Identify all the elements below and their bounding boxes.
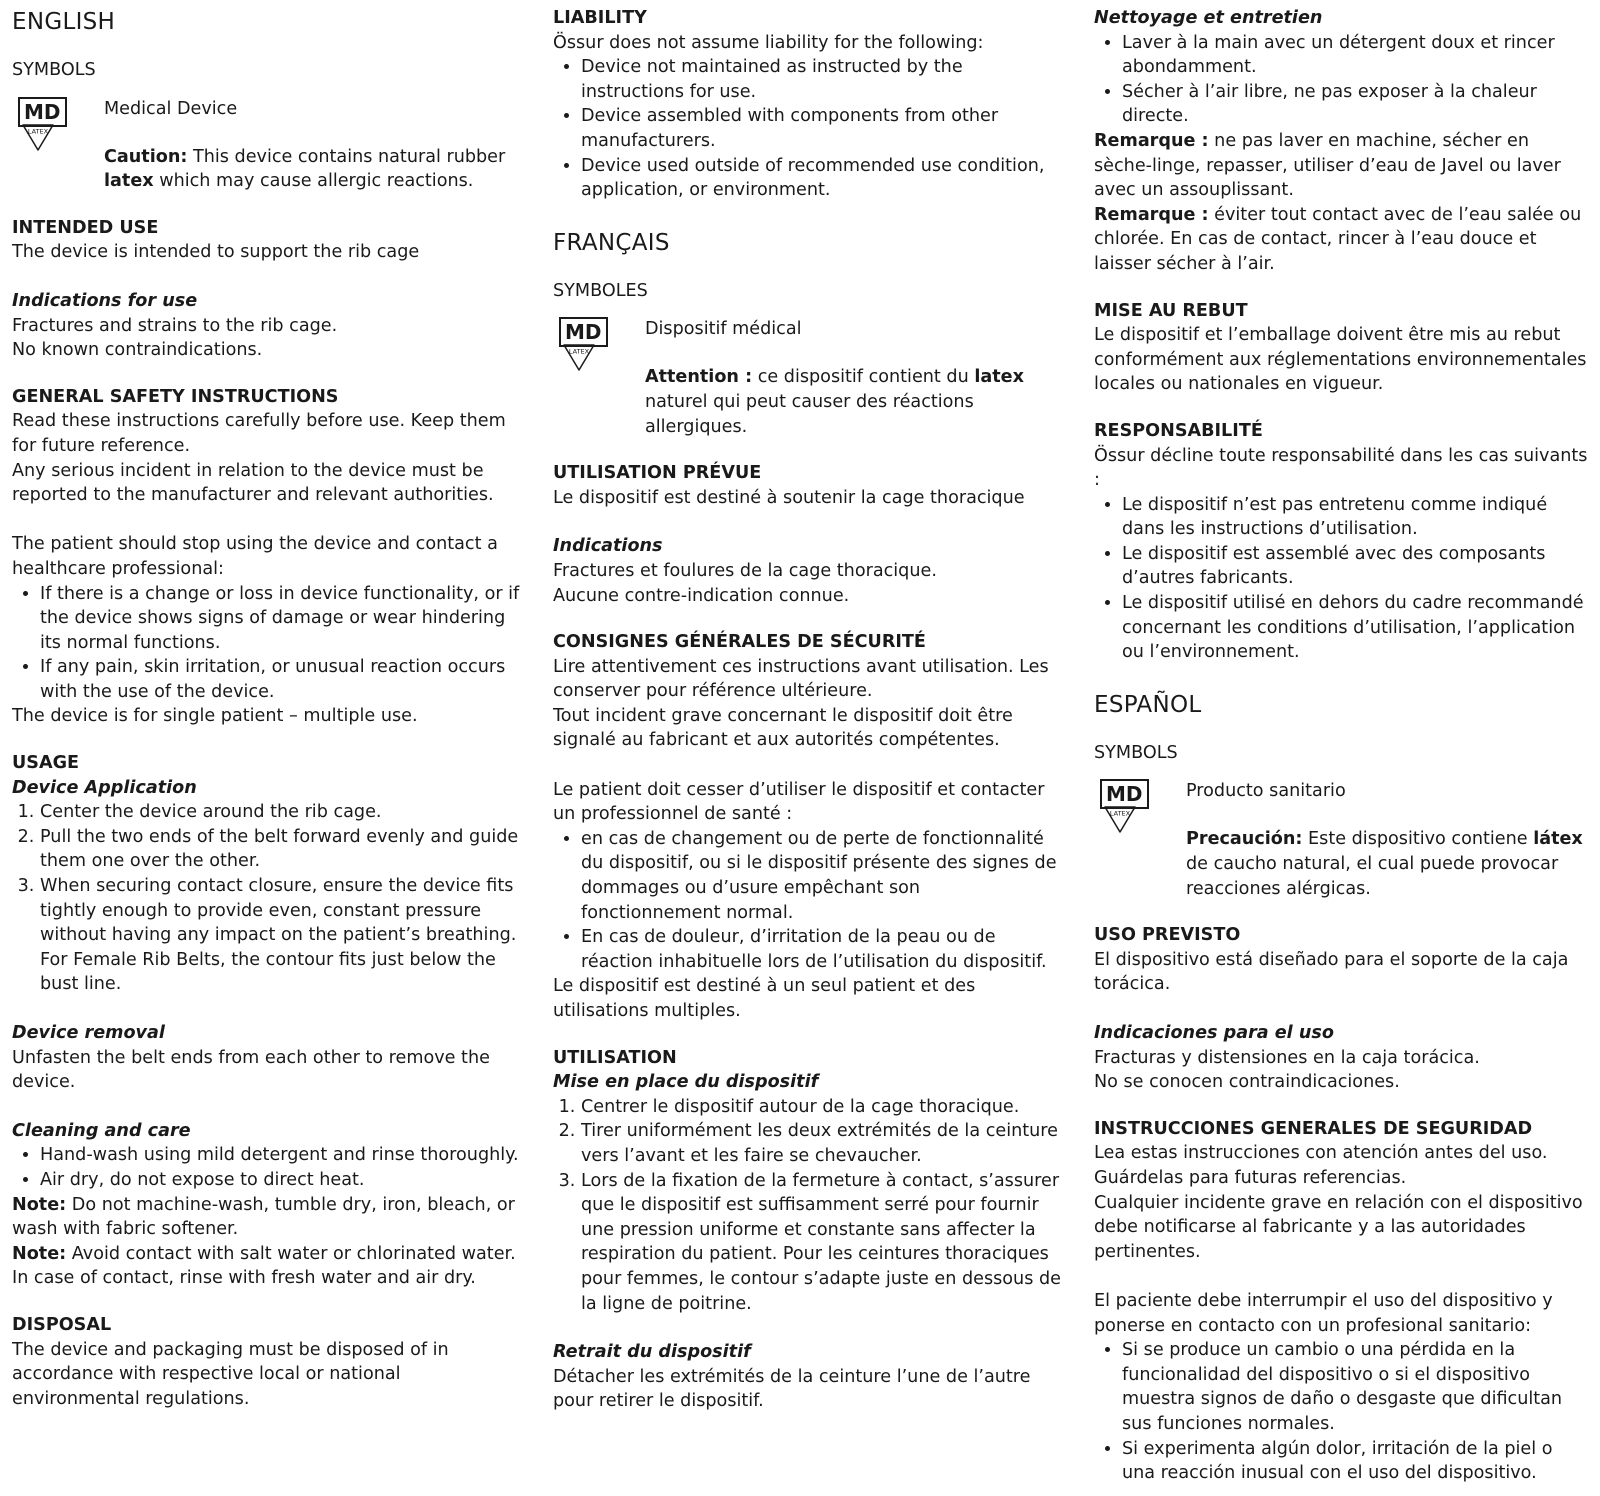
heading-application: Device Application [12, 777, 197, 798]
list-item: • Le dispositif n’est pas entretenu comme indiqué dans les instructions d’utilisation. [1122, 493, 1590, 542]
latex-icon-text: LATEX [27, 127, 49, 136]
heading-removal: Device removal [12, 1023, 165, 1043]
heading-safety: GENERAL SAFETY INSTRUCTIONS [12, 386, 339, 407]
md-icon: MD [18, 97, 67, 127]
list-item: • Device assembled with components from other manufacturers. [581, 104, 1063, 153]
list-item: • If there is a change or loss in device functionality, or if the device shows signs of damage or wear hindering its normal functions. [40, 582, 522, 656]
safety-list [1094, 1338, 1590, 1486]
list-item: • en cas de changement ou de perte de fonctionnalité du dispositif, ou si le dispositif présente des signes de dommages ou d’usure empêchant son fonctionnement normal. [581, 827, 1063, 925]
heading-disposal: DISPOSAL [12, 1314, 112, 1335]
heading-intended-use: INTENDED USE [12, 217, 159, 238]
heading-safety: CONSIGNES GÉNÉRALES DE SÉCURITÉ [553, 632, 926, 653]
language-title-spanish: ESPAÑOL [1094, 691, 1202, 718]
symbol-row-md [1094, 779, 1590, 809]
list-item: 3. Lors de la fixation de la fermeture à contact, s’assurer que le dispositif est suffisamment serré pour fournir une pression uniforme et constante sans affecter la respiration du patient. Pour les ceintures thoraciques pour femmes, le contour s’adapte juste en dessous de la ligne de poitrine. [581, 1169, 1063, 1317]
symbol-label-md: Dispositif médical [645, 319, 802, 340]
note: Note: Do not machine-wash, tumble dry, iron, bleach, or wash with fabric softener. [12, 1194, 515, 1240]
section-disposal: DISPOSAL The device and packaging must be disposed of in accordance with respective local or national environmental regulations. [12, 1313, 522, 1411]
list-item: • Le dispositif utilisé en dehors du cadre recommandé concernant les conditions d’utilisation, l’application ou l’environnement. [1122, 591, 1590, 665]
heading-cleaning: Cleaning and care [12, 1120, 191, 1141]
symbol-label-latex: Caution: This device contains natural rubber latex which may cause allergic reactions. [104, 146, 506, 192]
symbol-row-latex [12, 127, 522, 194]
section-safety: CONSIGNES GÉNÉRALES DE SÉCURITÉ Lire attentivement ces instructions avant utilisation. Les conserver pour référence ultérieure. Tout incident grave concernant le dispositif doit être signalé au fabricant et aux autorités compétentes. Le patient doit cesser d’utiliser le dispositif et contacter un professionnel de santé : • en cas de changement ou de perte de fonctionnalité du dispositif, ou si le dispositif présente des signes de dommages ou d’usure empêchant son fonctionnement normal. • En cas de douleur, d’irritation de la peau ou de réaction inhabituelle lors de l’utilisation du dispositif. Le dispositif est destiné à un seul patient et des utilisations multiples. [553, 630, 1063, 1024]
section-intended-use: UTILISATION PRÉVUE Le dispositif est destiné à soutenir la cage thoracique [553, 461, 1063, 510]
list-item: • Si experimenta algún dolor, irritación de la piel o una reacción inusual con el uso del dispositivo. [1122, 1437, 1590, 1486]
caution-label: Attention : [645, 367, 753, 388]
symbol-row-md [553, 317, 1063, 347]
latex-icon [561, 341, 597, 373]
symbols-title: SYMBOLS [12, 60, 96, 80]
heading-intended-use: UTILISATION PRÉVUE [553, 463, 762, 484]
symbol-row-latex [553, 347, 1063, 439]
latex-icon-text: LATEX [568, 347, 590, 356]
list-item: • If any pain, skin irritation, or unusual reaction occurs with the use of the device. [40, 655, 522, 704]
symbol-label-md: Producto sanitario [1186, 781, 1346, 802]
section-safety: GENERAL SAFETY INSTRUCTIONS Read these instructions carefully before use. Keep them for future reference. Any serious incident in relation to the device must be reported to the manufacturer and relevant authorities. The patient should stop using the device and contact a healthcare professional: • If there is a change or loss in device functionality, or if the device shows signs of damage or wear hindering its normal functions. • If any pain, skin irritation, or unusual reaction occurs with the use of the device. The device is for single patient – multiple use. [12, 385, 522, 729]
list-item: • Hand-wash using mild detergent and rinse thoroughly. [40, 1143, 522, 1168]
section-safety: INSTRUCCIONES GENERALES DE SEGURIDAD Lea estas instrucciones con atención antes del uso. Guárdelas para futuras referencias. Cualquier incidente grave en relación con el dispositivo debe notificarse al fabricante y a las autoridades pertinentes. El paciente debe interrumpir el uso del dispositivo y ponerse en contacto con un profesional sanitario: • Si se produce un cambio o una pérdida en la funcionalidad del dispositivo o si el dispositivo muestra signos de daño o desgaste que dificultan sus funciones normales. • Si experimenta algún dolor, irritación de la piel o una reacción inusual con el uso del dispositivo. [1094, 1117, 1590, 1486]
heading-indications: Indications for use [12, 290, 198, 311]
list-item: 2. Pull the two ends of the belt forward evenly and guide them one over the other. [40, 825, 522, 874]
list-item: • En cas de douleur, d’irritation de la peau ou de réaction inhabituelle lors de l’utilisation du dispositif. [581, 925, 1063, 974]
symbol-row-latex [1094, 809, 1590, 901]
list-item: 1. Centrer le dispositif autour de la cage thoracique. [581, 1095, 1063, 1120]
section-usage [553, 1046, 1063, 1317]
section-intended-use: INTENDED USE The device is intended to support the rib cage [12, 216, 522, 265]
latex-icon-text: LATEX [1109, 809, 1131, 818]
heading-usage: USAGE [12, 753, 80, 774]
heading-removal: Retrait du dispositif [553, 1342, 751, 1363]
application-steps [553, 1095, 1063, 1316]
heading-disposal: MISE AU REBUT [1094, 300, 1248, 321]
list-item: 2. Tirer uniformément les deux extrémités de la ceinture vers l’avant et les faire se chevaucher. [581, 1119, 1063, 1168]
note: Note: Avoid contact with salt water or chlorinated water. In case of contact, rinse with fresh water and air dry. [12, 1243, 516, 1289]
caution-label: Caution: [104, 146, 188, 167]
latex-icon [20, 121, 56, 153]
heading-usage: UTILISATION [553, 1047, 677, 1068]
symbols-title: SYMBOLES [553, 280, 648, 301]
symbols-title: SYMBOLS [1094, 742, 1178, 763]
md-icon: MD [1100, 779, 1149, 809]
md-icon: MD [559, 317, 608, 347]
column-english: ENGLISH SYMBOLS MD Medical Device LATEX Caution: This device contains natural rubber latex which may cause allergic reactions. INTENDED USE The device is intended to support the rib cage Indications for use Fractures and strains to the rib cage. No known contraindications. GENERAL SAFETY INSTRUCTIONS Read these instructions carefully before use. Keep them for future reference. Any serious incident in relation to the device must be reported to the manufacturer and relevant authorities. The patient should stop using the device and contact a healthcare professional: • If there is a change or loss in device functionality, or if the device shows signs of damage or wear hindering its normal functions. • If any pain, skin irritation, or unusual reaction occurs with the use of the device. The device is for single patient – multiple use. USAGE Device Application 1. Center the device around the rib cage. 2. Pull the two ends of the belt forward evenly and guide them one over the other. 3. When securing contact closure, ensure the device fits tightly enough to provide even, constant pressure without having any impact on the patient’s breathing. For Female Rib Belts, the contour fits just below the bust line. Device removal Unfasten the belt ends from each other to remove the device. Cleaning and care • Hand-wash using mild detergent and rinse thoroughly. • Air dry, do not expose to direct heat. Note: Do not machine-wash, tumble dry, iron, bleach, or wash with fabric softener. Note: Avoid contact with salt water or chlorinated water. In case of contact, rinse with fresh water and air dry. DISPOSAL The device and packaging must be disposed of in accordance with respective local or national environmental regulations. [12, 6, 522, 1411]
list-item: • Air dry, do not expose to direct heat. [40, 1168, 522, 1193]
symbol-label-latex: Precaución: Este dispositivo contiene látex de caucho natural, el cual puede provocar reacciones alérgicas. [1186, 829, 1583, 899]
liability-list [1094, 493, 1590, 665]
note: Remarque : ne pas laver en machine, sécher en sèche-linge, repasser, utiliser d’eau de Javel ou laver avec un assouplissant. [1094, 130, 1561, 201]
list-item: • Laver à la main avec un détergent doux et rincer abondamment. [1122, 31, 1590, 80]
language-title-english: ENGLISH [12, 9, 116, 35]
heading-indications: Indications [553, 536, 663, 557]
heading-intended-use: USO PREVISTO [1094, 925, 1241, 946]
list-item: • Sécher à l’air libre, ne pas exposer à la chaleur directe. [1122, 80, 1590, 129]
list-item: • Device used outside of recommended use condition, application, or environment. [581, 154, 1063, 203]
cleaning-list [1094, 31, 1590, 129]
symbol-label-latex: Attention : ce dispositif contient du latex naturel qui peut causer des réactions allergiques. [645, 367, 1024, 437]
liability-list [553, 55, 1063, 203]
cleaning-list [12, 1143, 522, 1192]
heading-cleaning: Nettoyage et entretien [1094, 8, 1323, 28]
list-item: • Si se produce un cambio o una pérdida en la funcionalidad del dispositivo o si el dispositivo muestra signos de daño o desgaste que dificultan sus funciones normales. [1122, 1338, 1590, 1436]
heading-liability: LIABILITY [553, 8, 647, 28]
safety-list [553, 827, 1063, 975]
list-item: 1. Center the device around the rib cage. [40, 800, 522, 825]
section-liability: RESPONSABILITÉ Össur décline toute responsabilité dans les cas suivants : • Le dispositif n’est pas entretenu comme indiqué dans les instructions d’utilisation. • Le dispositif est assemblé avec des composants d’autres fabricants. • Le dispositif utilisé en dehors du cadre recommandé concernant les conditions d’utilisation, l’application ou l’environnement. [1094, 419, 1590, 665]
safety-list [12, 582, 522, 705]
latex-icon [1102, 803, 1138, 835]
language-title-french: FRANÇAIS [553, 229, 670, 256]
symbol-label-md: Medical Device [104, 98, 238, 119]
heading-liability: RESPONSABILITÉ [1094, 420, 1263, 441]
list-item: • Device not maintained as instructed by the instructions for use. [581, 55, 1063, 104]
list-item: • Le dispositif est assemblé avec des composants d’autres fabricants. [1122, 542, 1590, 591]
caution-label: Precaución: [1186, 829, 1303, 850]
heading-indications: Indicaciones para el uso [1094, 1023, 1334, 1043]
application-steps [12, 800, 522, 997]
symbol-row-md [12, 97, 522, 127]
column-spanish: Nettoyage et entretien • Laver à la main avec un détergent doux et rincer abondamment. • Sécher à l’air libre, ne pas exposer à la chaleur directe. Remarque : ne pas laver en machine, sécher en sèche-linge, repasser, utiliser d’eau de Javel ou laver avec un assouplissant. Remarque : éviter tout contact avec de l’eau salée ou chlorée. En cas de contact, rincer à l’eau douce et laisser sécher à l’air. MISE AU REBUT Le dispositif et l’emballage doivent être mis au rebut conformément aux réglementations environnementales locales ou nationales en vigueur. RESPONSABILITÉ Össur décline toute responsabilité dans les cas suivants : • Le dispositif n’est pas entretenu comme indiqué dans les instructions d’utilisation. • Le dispositif est assemblé avec des composants d’autres fabricants. • Le dispositif utilisé en dehors du cadre recommandé concernant les conditions d’utilisation, l’application ou l’environnement. ESPAÑOL SYMBOLS MD Producto sanitario LATEX Precaución: Este dispositivo contiene látex de caucho natural, el cual puede provocar reacciones alérgicas. USO PREVISTO El dispositivo está diseñado para el soporte de la caja torácica. Indicaciones para el uso Fracturas y distensiones en la caja torácica. No se conocen contraindicaciones. INSTRUCCIONES GENERALES DE SEGURIDAD Lea estas instrucciones con atención antes del uso. Guárdelas para futuras referencias. Cualquier incidente grave en relación con el dispositivo debe notificarse al fabricante y a las autoridades pertinentes. El paciente debe interrumpir el uso del dispositivo y ponerse en contacto con un profesional sanitario: • Si se produce un cambio o una pérdida en la funcionalidad del dispositivo o si el dispositivo muestra signos de daño o desgaste que dificultan sus funciones normales. • Si experimenta algún dolor, irritación de la piel o una reacción inusual con el uso del dispositivo. [1094, 6, 1590, 1486]
section-disposal: MISE AU REBUT Le dispositif et l’emballage doivent être mis au rebut conformément aux réglementations environnementales locales ou nationales en vigueur. [1094, 299, 1590, 397]
section-intended-use: USO PREVISTO El dispositivo está diseñado para el soporte de la caja torácica. [1094, 923, 1590, 997]
section-usage [12, 751, 522, 997]
column-french: LIABILITY Össur does not assume liability for the following: • Device not maintained as instructed by the instructions for use. • Device assembled with components from other manufacturers. • Device used outside of recommended use condition, application, or environment. FRANÇAIS SYMBOLES MD Dispositif médical LATEX Attention : ce dispositif contient du latex naturel qui peut causer des réactions allergiques. UTILISATION PRÉVUE Le dispositif est destiné à soutenir la cage thoracique Indications Fractures et foulures de la cage thoracique. Aucune contre-indication connue. CONSIGNES GÉNÉRALES DE SÉCURITÉ Lire attentivement ces instructions avant utilisation. Les conserver pour référence ultérieure. Tout incident grave concernant le dispositif doit être signalé au fabricant et aux autorités compétentes. Le patient doit cesser d’utiliser le dispositif et contacter un professionnel de santé : • en cas de changement ou de perte de fonctionnalité du dispositif, ou si le dispositif présente des signes de dommages ou d’usure empêchant son fonctionnement normal. • En cas de douleur, d’irritation de la peau ou de réaction inhabituelle lors de l’utilisation du dispositif. Le dispositif est destiné à un seul patient et des utilisations multiples. UTILISATION Mise en place du dispositif 1. Centrer le dispositif autour de la cage thoracique. 2. Tirer uniformément les deux extrémités de la ceinture vers l’avant et les faire se chevaucher. 3. Lors de la fixation de la fermeture à contact, s’assurer que le dispositif est suffisamment serré pour fournir une pression uniforme et constante sans affecter la respiration du patient. Pour les ceintures thoraciques pour femmes, le contour s’adapte juste en dessous de la ligne de poitrine. Retrait du dispositif Détacher les extrémités de la ceinture l’une de l’autre pour retirer le dispositif. [553, 6, 1063, 1414]
heading-safety: INSTRUCCIONES GENERALES DE SEGURIDAD [1094, 1118, 1533, 1139]
list-item: 3. When securing contact closure, ensure the device fits tightly enough to provide even, constant pressure without having any impact on the patient’s breathing. For Female Rib Belts, the contour fits just below the bust line. [40, 874, 522, 997]
heading-application: Mise en place du dispositif [553, 1072, 819, 1093]
note: Remarque : éviter tout contact avec de l’eau salée ou chlorée. En cas de contact, rincer à l’eau douce et laisser sécher à l’air. [1094, 204, 1582, 274]
